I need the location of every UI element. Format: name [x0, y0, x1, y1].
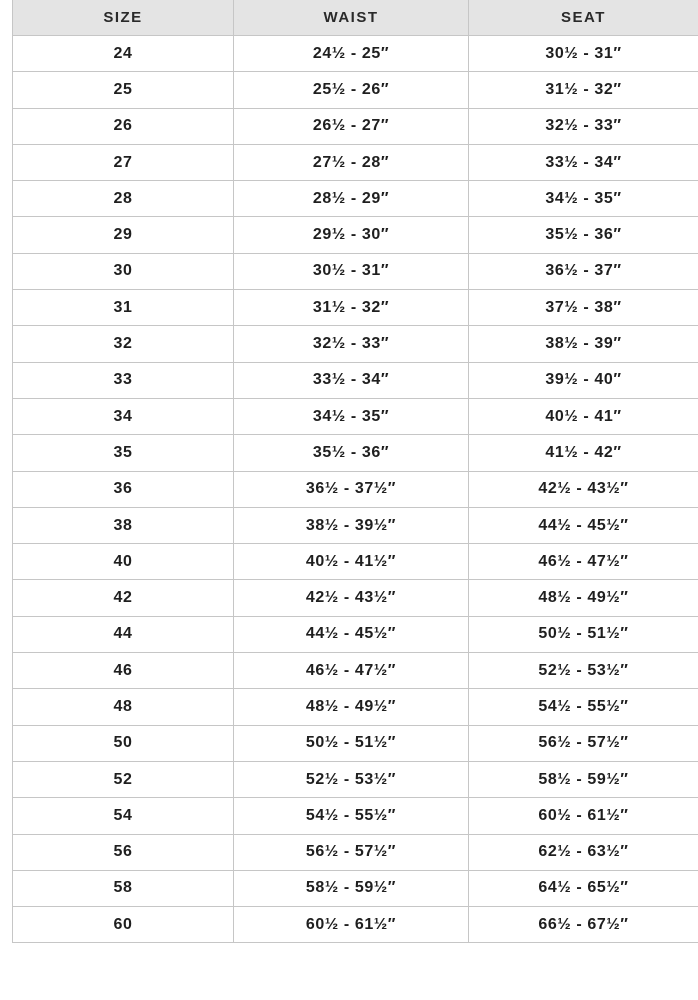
size-chart-table [12, 0, 698, 943]
table-row [13, 507, 698, 543]
waist-cell: 33½ - 34″ [234, 362, 469, 398]
table-row [13, 725, 698, 761]
seat-cell: 37½ - 38″ [469, 290, 698, 326]
table-row [13, 616, 698, 652]
waist-cell: 36½ - 37½″ [234, 471, 469, 507]
size-cell: 28 [13, 181, 234, 217]
header-waist: WAIST [234, 0, 469, 36]
table-row [13, 689, 698, 725]
waist-cell: 48½ - 49½″ [234, 689, 469, 725]
table-row [13, 362, 698, 398]
size-cell: 54 [13, 798, 234, 834]
waist-cell: 32½ - 33″ [234, 326, 469, 362]
size-cell: 29 [13, 217, 234, 253]
waist-cell: 24½ - 25″ [234, 36, 469, 72]
size-chart-body [13, 36, 698, 943]
table-row [13, 653, 698, 689]
seat-cell: 52½ - 53½″ [469, 653, 698, 689]
header-row [13, 0, 698, 36]
table-row [13, 72, 698, 108]
size-cell: 44 [13, 616, 234, 652]
table-row [13, 471, 698, 507]
seat-cell: 50½ - 51½″ [469, 616, 698, 652]
table-row [13, 798, 698, 834]
table-row [13, 544, 698, 580]
waist-cell: 28½ - 29″ [234, 181, 469, 217]
table-row [13, 108, 698, 144]
seat-cell: 32½ - 33″ [469, 108, 698, 144]
size-cell: 56 [13, 834, 234, 870]
waist-cell: 58½ - 59½″ [234, 870, 469, 906]
seat-cell: 39½ - 40″ [469, 362, 698, 398]
seat-cell: 38½ - 39″ [469, 326, 698, 362]
seat-cell: 54½ - 55½″ [469, 689, 698, 725]
table-row [13, 181, 698, 217]
table-row [13, 580, 698, 616]
seat-cell: 58½ - 59½″ [469, 761, 698, 797]
size-cell: 27 [13, 144, 234, 180]
waist-cell: 34½ - 35″ [234, 398, 469, 434]
size-cell: 30 [13, 253, 234, 289]
table-row [13, 761, 698, 797]
size-cell: 35 [13, 435, 234, 471]
waist-cell: 56½ - 57½″ [234, 834, 469, 870]
size-cell: 52 [13, 761, 234, 797]
seat-cell: 41½ - 42″ [469, 435, 698, 471]
seat-cell: 30½ - 31″ [469, 36, 698, 72]
table-row [13, 253, 698, 289]
size-cell: 40 [13, 544, 234, 580]
table-row [13, 435, 698, 471]
table-row [13, 907, 698, 943]
seat-cell: 64½ - 65½″ [469, 870, 698, 906]
seat-cell: 40½ - 41″ [469, 398, 698, 434]
header-size: SIZE [13, 0, 234, 36]
size-chart-header [13, 0, 698, 36]
waist-cell: 46½ - 47½″ [234, 653, 469, 689]
size-cell: 58 [13, 870, 234, 906]
seat-cell: 56½ - 57½″ [469, 725, 698, 761]
size-cell: 42 [13, 580, 234, 616]
size-cell: 26 [13, 108, 234, 144]
seat-cell: 35½ - 36″ [469, 217, 698, 253]
waist-cell: 44½ - 45½″ [234, 616, 469, 652]
size-cell: 32 [13, 326, 234, 362]
seat-cell: 62½ - 63½″ [469, 834, 698, 870]
size-cell: 36 [13, 471, 234, 507]
size-cell: 25 [13, 72, 234, 108]
waist-cell: 29½ - 30″ [234, 217, 469, 253]
table-row [13, 36, 698, 72]
seat-cell: 34½ - 35″ [469, 181, 698, 217]
waist-cell: 38½ - 39½″ [234, 507, 469, 543]
size-cell: 34 [13, 398, 234, 434]
size-cell: 48 [13, 689, 234, 725]
seat-cell: 48½ - 49½″ [469, 580, 698, 616]
waist-cell: 30½ - 31″ [234, 253, 469, 289]
table-row [13, 144, 698, 180]
table-row [13, 870, 698, 906]
table-row [13, 326, 698, 362]
waist-cell: 60½ - 61½″ [234, 907, 469, 943]
size-cell: 60 [13, 907, 234, 943]
seat-cell: 42½ - 43½″ [469, 471, 698, 507]
header-seat: SEAT [469, 0, 698, 36]
size-cell: 24 [13, 36, 234, 72]
size-cell: 46 [13, 653, 234, 689]
waist-cell: 35½ - 36″ [234, 435, 469, 471]
seat-cell: 36½ - 37″ [469, 253, 698, 289]
seat-cell: 46½ - 47½″ [469, 544, 698, 580]
seat-cell: 31½ - 32″ [469, 72, 698, 108]
table-row [13, 398, 698, 434]
waist-cell: 50½ - 51½″ [234, 725, 469, 761]
waist-cell: 52½ - 53½″ [234, 761, 469, 797]
seat-cell: 44½ - 45½″ [469, 507, 698, 543]
waist-cell: 25½ - 26″ [234, 72, 469, 108]
waist-cell: 54½ - 55½″ [234, 798, 469, 834]
size-cell: 33 [13, 362, 234, 398]
size-cell: 50 [13, 725, 234, 761]
waist-cell: 27½ - 28″ [234, 144, 469, 180]
waist-cell: 31½ - 32″ [234, 290, 469, 326]
table-row [13, 290, 698, 326]
waist-cell: 42½ - 43½″ [234, 580, 469, 616]
seat-cell: 66½ - 67½″ [469, 907, 698, 943]
size-cell: 38 [13, 507, 234, 543]
table-row [13, 217, 698, 253]
table-row [13, 834, 698, 870]
size-cell: 31 [13, 290, 234, 326]
waist-cell: 26½ - 27″ [234, 108, 469, 144]
seat-cell: 33½ - 34″ [469, 144, 698, 180]
seat-cell: 60½ - 61½″ [469, 798, 698, 834]
waist-cell: 40½ - 41½″ [234, 544, 469, 580]
